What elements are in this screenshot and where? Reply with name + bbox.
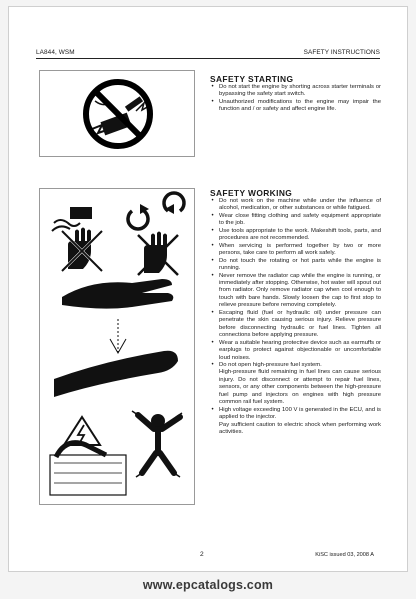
manual-page xyxy=(8,6,408,572)
header-rule xyxy=(36,58,380,59)
list-item: • When servicing is performed together by two or more persons, take care to perform all work safely. xyxy=(210,243,381,258)
header-section: SAFETY INSTRUCTIONS xyxy=(303,49,380,56)
list-item: • Wear close fitting clothing and safety equipment appropriate to the job. xyxy=(210,213,381,228)
bullet-list xyxy=(210,198,381,437)
watermark: www.epcatalogs.com xyxy=(142,578,274,592)
section-safety-working xyxy=(210,188,381,437)
section-title: SAFETY STARTING xyxy=(210,74,294,84)
list-item: • Wear a suitable hearing protective device such as earmuffs or earplugs to protect against objectionable or uncomfortable loud noises. xyxy=(210,340,381,362)
list-item: • Do not touch the rotating or hot parts while the engine is running. xyxy=(210,258,381,273)
list-item: • Do not start the engine by shorting across starter terminals or bypassing the safety start switch. xyxy=(210,84,381,99)
list-item: • High voltage exceeding 100 V is generated in the ECU, and is applied to the injector. Pay sufficient caution to electric shock when performing work activities. xyxy=(210,407,381,437)
safety-working-illustrations xyxy=(39,188,195,505)
issue-label: KiSC issued 03, 2008 A xyxy=(315,552,374,558)
bullet-list xyxy=(210,84,381,114)
list-item: • Do not open high-pressure fuel system. High-pressure fluid remaining in fuel lines can cause serious injury. Do not disconnect or attempt to repair fuel lines, sensors, or any other components between the high-pressure fuel pump and injectors on engines with high pressure common rail fuel system. xyxy=(210,362,381,407)
section-title: SAFETY WORKING xyxy=(210,188,293,198)
list-item: • Do not work on the machine while under the influence of alcohol, medication, or other substances or while fatigued. xyxy=(210,198,381,213)
no-shorting-starter-prohibition-icon xyxy=(39,70,195,157)
list-item: • Use tools appropriate to the work. Makeshift tools, parts, and procedures are not recommended. xyxy=(210,228,381,243)
page-number: 2 xyxy=(200,551,204,558)
list-item: • Unauthorized modifications to the engine may impair the function and / or safety and affect engine life. xyxy=(210,99,381,114)
section-safety-starting xyxy=(210,74,381,114)
list-item: • Escaping fluid (fuel or hydraulic oil) under pressure can penetrate the skin causing serious injury. Relieve pressure before disconnecting hydraulic or fuel lines. Tighten all connections before applying pressure. xyxy=(210,310,381,340)
header-model: LA844, WSM xyxy=(36,49,75,56)
list-item: • Never remove the radiator cap while the engine is running, or immediately after stopping. Otherwise, hot water will spout out from radiator. Only remove radiator cap when cool enough to touch with bare hands. Slowly loosen the cap to first stop to relieve pressure before removing completely. xyxy=(210,273,381,310)
